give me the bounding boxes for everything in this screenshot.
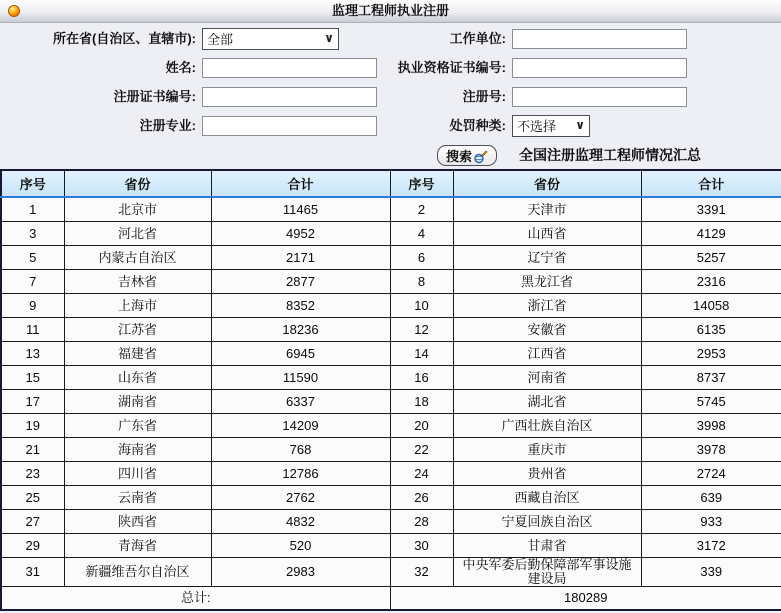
total-cell: 8352 [211, 294, 390, 318]
province-cell: 新疆维吾尔自治区 [64, 558, 211, 587]
search-form [0, 23, 781, 166]
province-cell: 湖北省 [453, 390, 641, 414]
province-cell: 辽宁省 [453, 246, 641, 270]
registration-cert-no-label: 注册证书编号: [113, 89, 196, 104]
province-cell: 黑龙江省 [453, 270, 641, 294]
seq-cell: 4 [390, 222, 453, 246]
seq-cell: 3 [1, 222, 64, 246]
province-cell: 甘肃省 [453, 534, 641, 558]
province-cell: 重庆市 [453, 438, 641, 462]
seq-cell: 25 [1, 486, 64, 510]
table-row [1, 558, 781, 587]
table-row [1, 462, 781, 486]
province-cell: 河南省 [453, 366, 641, 390]
province-label: 所在省(自治区、直辖市): [53, 31, 196, 46]
province-summary-table [0, 169, 781, 611]
seq-cell: 29 [1, 534, 64, 558]
seq-cell: 7 [1, 270, 64, 294]
page-title: 监理工程师执业注册 [331, 3, 449, 18]
col-header-seq: 序号 [1, 170, 64, 197]
table-header-row [1, 170, 781, 197]
qualification-cert-no-label: 执业资格证书编号: [397, 60, 506, 75]
table-row [1, 510, 781, 534]
total-cell: 2762 [211, 486, 390, 510]
col-header-province: 省份 [64, 170, 211, 197]
province-cell: 河北省 [64, 222, 211, 246]
seq-cell: 15 [1, 366, 64, 390]
province-cell: 广西壮族自治区 [453, 414, 641, 438]
seq-cell: 17 [1, 390, 64, 414]
total-cell: 4129 [641, 222, 781, 246]
registration-no-label: 注册号: [462, 89, 506, 104]
total-cell: 3172 [641, 534, 781, 558]
seq-cell: 24 [390, 462, 453, 486]
seq-cell: 6 [390, 246, 453, 270]
province-cell: 陕西省 [64, 510, 211, 534]
seq-cell: 23 [1, 462, 64, 486]
province-cell: 山西省 [453, 222, 641, 246]
app-orb-icon [8, 5, 20, 17]
total-cell: 6135 [641, 318, 781, 342]
window-titlebar [0, 0, 781, 23]
province-cell: 吉林省 [64, 270, 211, 294]
province-cell: 江苏省 [64, 318, 211, 342]
qualification-cert-no-input[interactable] [512, 58, 687, 78]
seq-cell: 26 [390, 486, 453, 510]
province-cell: 西藏自治区 [453, 486, 641, 510]
province-cell: 浙江省 [453, 294, 641, 318]
total-cell: 3391 [641, 197, 781, 222]
seq-cell: 31 [1, 558, 64, 587]
total-cell: 639 [641, 486, 781, 510]
total-cell: 6945 [211, 342, 390, 366]
name-label: 姓名: [165, 60, 196, 75]
seq-cell: 20 [390, 414, 453, 438]
seq-cell: 27 [1, 510, 64, 534]
total-cell: 4952 [211, 222, 390, 246]
total-cell: 3998 [641, 414, 781, 438]
total-cell: 6337 [211, 390, 390, 414]
work-unit-label: 工作单位: [449, 31, 506, 46]
chevron-down-icon: ∨ [575, 118, 585, 132]
col-header-total: 合计 [211, 170, 390, 197]
total-cell: 2171 [211, 246, 390, 270]
table-row [1, 246, 781, 270]
province-cell: 内蒙古自治区 [64, 246, 211, 270]
province-cell: 四川省 [64, 462, 211, 486]
col-header-province: 省份 [453, 170, 641, 197]
penalty-type-select[interactable] [512, 115, 590, 137]
province-cell: 湖南省 [64, 390, 211, 414]
registration-cert-no-input[interactable] [202, 87, 377, 107]
total-cell: 339 [641, 558, 781, 587]
table-row [1, 318, 781, 342]
total-cell: 933 [641, 510, 781, 534]
table-row [1, 414, 781, 438]
col-header-seq: 序号 [390, 170, 453, 197]
form-row-3 [0, 86, 781, 108]
form-row-4 [0, 115, 781, 137]
form-row-2 [0, 57, 781, 79]
province-cell: 天津市 [453, 197, 641, 222]
total-cell: 2316 [641, 270, 781, 294]
province-cell: 江西省 [453, 342, 641, 366]
seq-cell: 28 [390, 510, 453, 534]
table-row [1, 534, 781, 558]
total-label: 总计: [1, 587, 390, 611]
province-select[interactable] [202, 28, 339, 50]
province-cell: 宁夏回族自治区 [453, 510, 641, 534]
total-cell: 8737 [641, 366, 781, 390]
total-row [1, 587, 781, 611]
total-cell: 11590 [211, 366, 390, 390]
total-value: 180289 [390, 587, 781, 611]
seq-cell: 5 [1, 246, 64, 270]
name-input[interactable] [202, 58, 377, 78]
total-cell: 2953 [641, 342, 781, 366]
seq-cell: 12 [390, 318, 453, 342]
total-cell: 5257 [641, 246, 781, 270]
seq-cell: 1 [1, 197, 64, 222]
total-cell: 3978 [641, 438, 781, 462]
search-button-label: 搜索 [445, 148, 472, 164]
total-cell: 2877 [211, 270, 390, 294]
summary-title: 全国注册监理工程师情况汇总 [519, 147, 701, 163]
province-cell: 贵州省 [453, 462, 641, 486]
seq-cell: 2 [390, 197, 453, 222]
work-unit-input[interactable] [512, 29, 687, 49]
seq-cell: 10 [390, 294, 453, 318]
province-cell: 中央军委后勤保障部军事设施建设局 [453, 558, 641, 587]
seq-cell: 30 [390, 534, 453, 558]
table-row [1, 486, 781, 510]
seq-cell: 18 [390, 390, 453, 414]
total-cell: 11465 [211, 197, 390, 222]
registration-major-label: 注册专业: [139, 118, 196, 133]
province-cell: 上海市 [64, 294, 211, 318]
chevron-down-icon: ∨ [324, 31, 334, 45]
table-row [1, 222, 781, 246]
province-cell: 海南省 [64, 438, 211, 462]
form-row-5 [0, 144, 781, 166]
table-row [1, 294, 781, 318]
total-cell: 520 [211, 534, 390, 558]
penalty-type-label: 处罚种类: [449, 118, 506, 133]
total-cell: 4832 [211, 510, 390, 534]
total-cell: 2983 [211, 558, 390, 587]
col-header-total: 合计 [641, 170, 781, 197]
seq-cell: 32 [390, 558, 453, 587]
province-cell: 山东省 [64, 366, 211, 390]
seq-cell: 8 [390, 270, 453, 294]
seq-cell: 13 [1, 342, 64, 366]
total-cell: 12786 [211, 462, 390, 486]
search-button[interactable] [437, 145, 497, 166]
table-row [1, 270, 781, 294]
total-cell: 2724 [641, 462, 781, 486]
seq-cell: 11 [1, 318, 64, 342]
province-cell: 云南省 [64, 486, 211, 510]
total-cell: 18236 [211, 318, 390, 342]
province-cell: 福建省 [64, 342, 211, 366]
table-row [1, 197, 781, 222]
table-row [1, 366, 781, 390]
province-cell: 广东省 [64, 414, 211, 438]
province-cell: 青海省 [64, 534, 211, 558]
registration-no-input[interactable] [512, 87, 687, 107]
registration-major-input[interactable] [202, 116, 377, 136]
province-cell: 北京市 [64, 197, 211, 222]
search-pen-icon [473, 150, 488, 164]
total-cell: 5745 [641, 390, 781, 414]
table-row [1, 342, 781, 366]
province-cell: 安徽省 [453, 318, 641, 342]
seq-cell: 14 [390, 342, 453, 366]
seq-cell: 16 [390, 366, 453, 390]
total-cell: 14209 [211, 414, 390, 438]
table-row [1, 438, 781, 462]
table-row [1, 390, 781, 414]
seq-cell: 21 [1, 438, 64, 462]
seq-cell: 19 [1, 414, 64, 438]
total-cell: 14058 [641, 294, 781, 318]
form-row-1 [0, 28, 781, 50]
seq-cell: 9 [1, 294, 64, 318]
total-cell: 768 [211, 438, 390, 462]
seq-cell: 22 [390, 438, 453, 462]
